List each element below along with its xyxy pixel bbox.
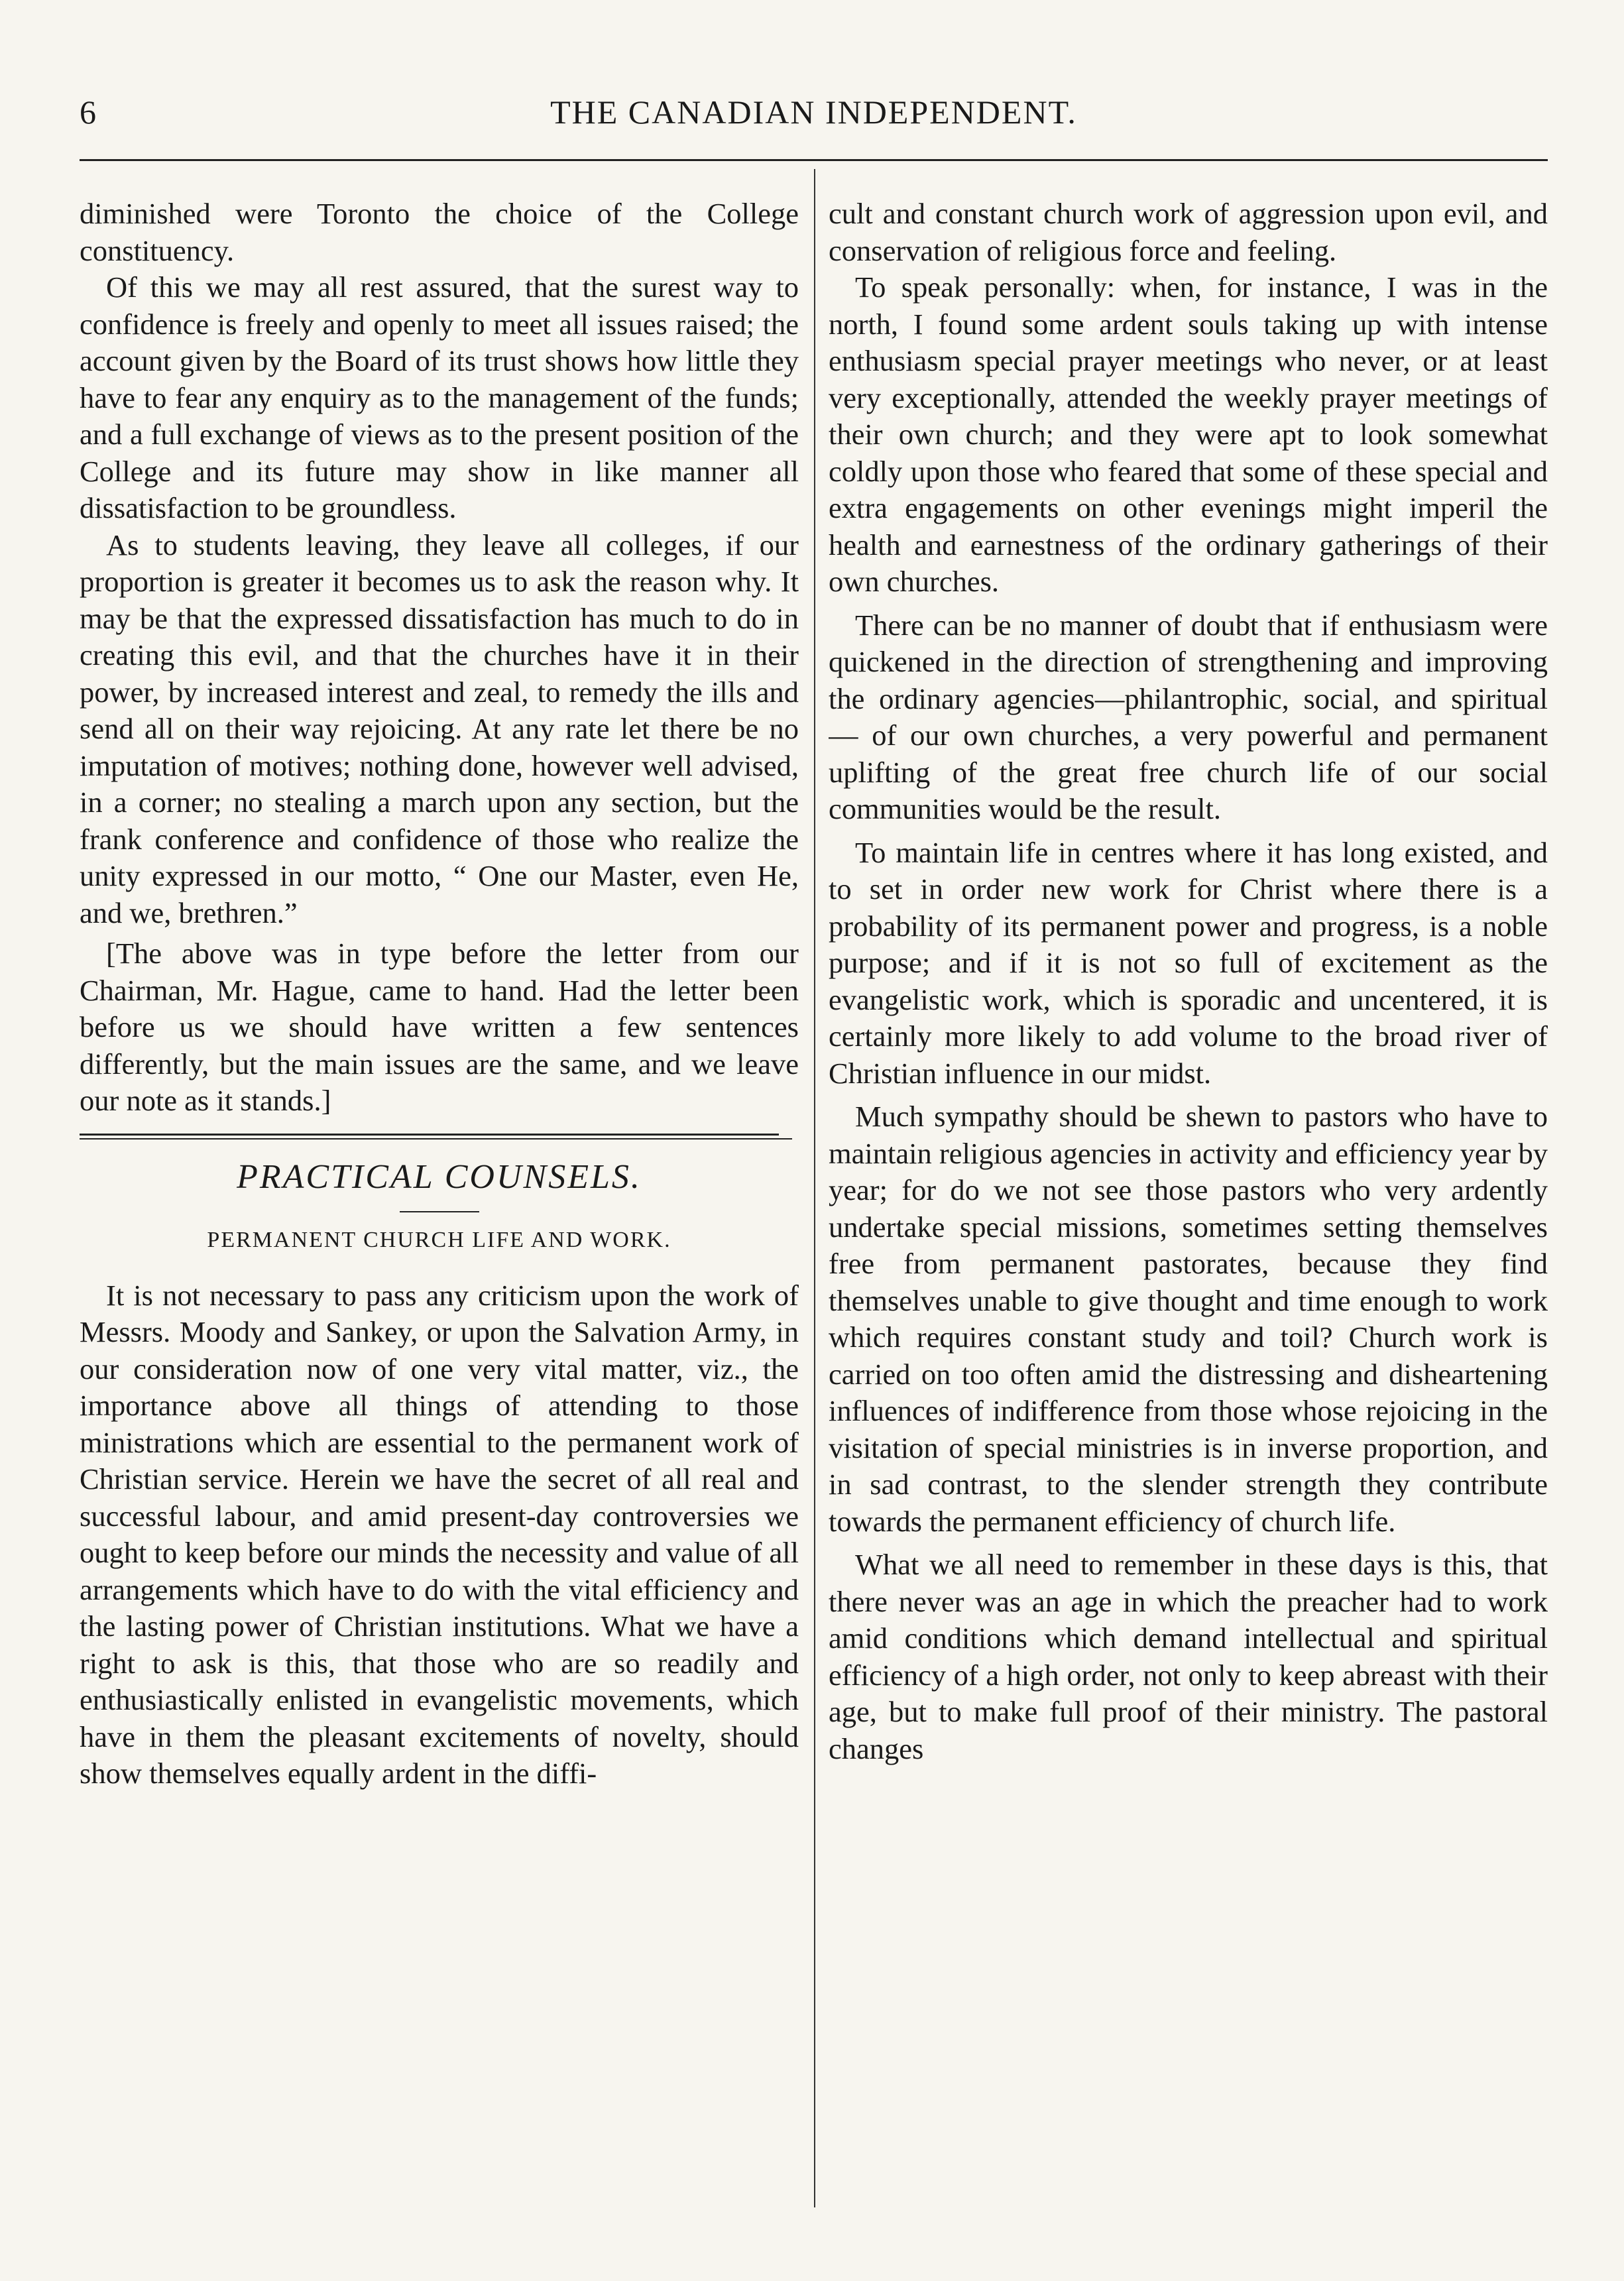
title-rule <box>400 1211 479 1212</box>
running-title: THE CANADIAN INDEPENDENT. <box>550 93 1077 131</box>
paragraph: diminished were Toronto the choice of the College constituency. <box>80 197 799 267</box>
paragraph: cult and constant church work of aggression upon evil, and conservation of religious force and feeling. <box>829 197 1548 267</box>
paragraph: Of this we may all rest assured, that the surest way to confidence is freely and openly to meet all issues raised; the account given by the Board of its trust shows how little they have to fear any enquiry as to the management of the funds; and a full exchange of views as to the present position of the College and its future may show in like manner all dissatisfaction to be groundless. <box>80 270 799 524</box>
paragraph: There can be no manner of doubt that if enthusiasm were quickened in the direction of strengthening and improving the ordinary agencies—philantrophic, social, and spiritual — of our own churches, a very powerful and permanent uplifting of the great free church life of our social communities would be the result. <box>829 608 1548 825</box>
section-title: PRACTICAL COUNSELS. <box>237 1157 642 1196</box>
paragraph: It is not necessary to pass any criticism upon the work of Messrs. Moody and Sankey, or upon the Salvation Army, in our consideration now of one very vital matter, viz., the importance above all things of attending to those ministrations which are essential to the permanent work of Christian service. Herein we have the secret of all real and successful labour, and amid present-day controversies we ought to keep before our minds the necessity and value of all arrangements which have to do with the vital efficiency and the lasting power of Christian institutions. What we have a right to ask is this, that those who are so readily and enthusiastically enlisted in evangelistic movements, which have in them the pleasant excitements of novelty, should show themselves equally ardent in the diffi- <box>80 1278 799 1790</box>
paragraph: To speak personally: when, for instance, I was in the north, I found some ardent souls taking up with intense enthusiasm special prayer meetings who never, or at least very exceptionally, attended the weekly prayer meetings of their own church; and they were apt to look somewhat coldly upon those who feared that some of these special and extra engagements on other evenings might imperil the health and earnestness of the ordinary gatherings of their own churches. <box>829 270 1548 598</box>
right-column <box>829 196 1548 2217</box>
paragraph: To maintain life in centres where it has long existed, and to set in order new work for Christ where there is a probability of its permanent power and progress, is a noble purpose; and if it is not so full of excitement as the evangelistic work, which is sporadic and uncentered, it is certainly more likely to add volume to the broad river of Christian influence in our midst. <box>829 835 1548 1090</box>
paragraph: What we all need to remember in these days is this, that there never was an age in which the preacher had to work amid conditions which demand intellectual and spiritual efficiency of a high order, not only to keep abreast with their age, but to make full proof of their ministry. The pastoral changes <box>829 1548 1548 1765</box>
page-number: 6 <box>80 93 97 131</box>
section-break-rule <box>80 1132 799 1142</box>
header-rule <box>80 159 1548 161</box>
column-divider <box>814 169 815 2207</box>
page-header <box>80 80 1548 139</box>
paragraph: As to students leaving, they leave all colleges, if our proportion is greater it becomes us to ask the reason why. It may be that the expressed dissatisfaction has much to do in creating this evil, and that the churches have it in their power, by increased interest and zeal, to remedy the ills and send all on their way rejoicing. At any rate let there be no imputation of motives; nothing done, however well advised, in a corner; no stealing a march upon any section, but the frank conference and confidence of those who realize the unity expressed in our motto, “ One our Master, even He, and we, brethren.” <box>80 528 799 929</box>
editor-note: [The above was in type before the letter from our Chairman, Mr. Hague, came to hand. Had the letter been before us we should have written a few sentences differently, but the main issues are the same, and we leave our note as it stands.] <box>80 937 799 1117</box>
paragraph: Much sympathy should be shewn to pastors who have to maintain religious agencies in activity and efficiency year by year; for do we not see those pastors who very ardently undertake special missions, sometimes setting themselves free from permanent pastorates, because they find themselves unable to give thought and time enough to work which requires constant study and toil? Church work is carried on too often amid the distressing and disheartening influences of indifference from those whose rejoicing in the visitation of special ministries is in inverse proportion, and in sad contrast, to the slender strength they contribute towards the permanent efficiency of church life. <box>829 1100 1548 1538</box>
left-column <box>80 196 799 2217</box>
section-subtitle: PERMANENT CHURCH LIFE AND WORK. <box>207 1227 671 1252</box>
